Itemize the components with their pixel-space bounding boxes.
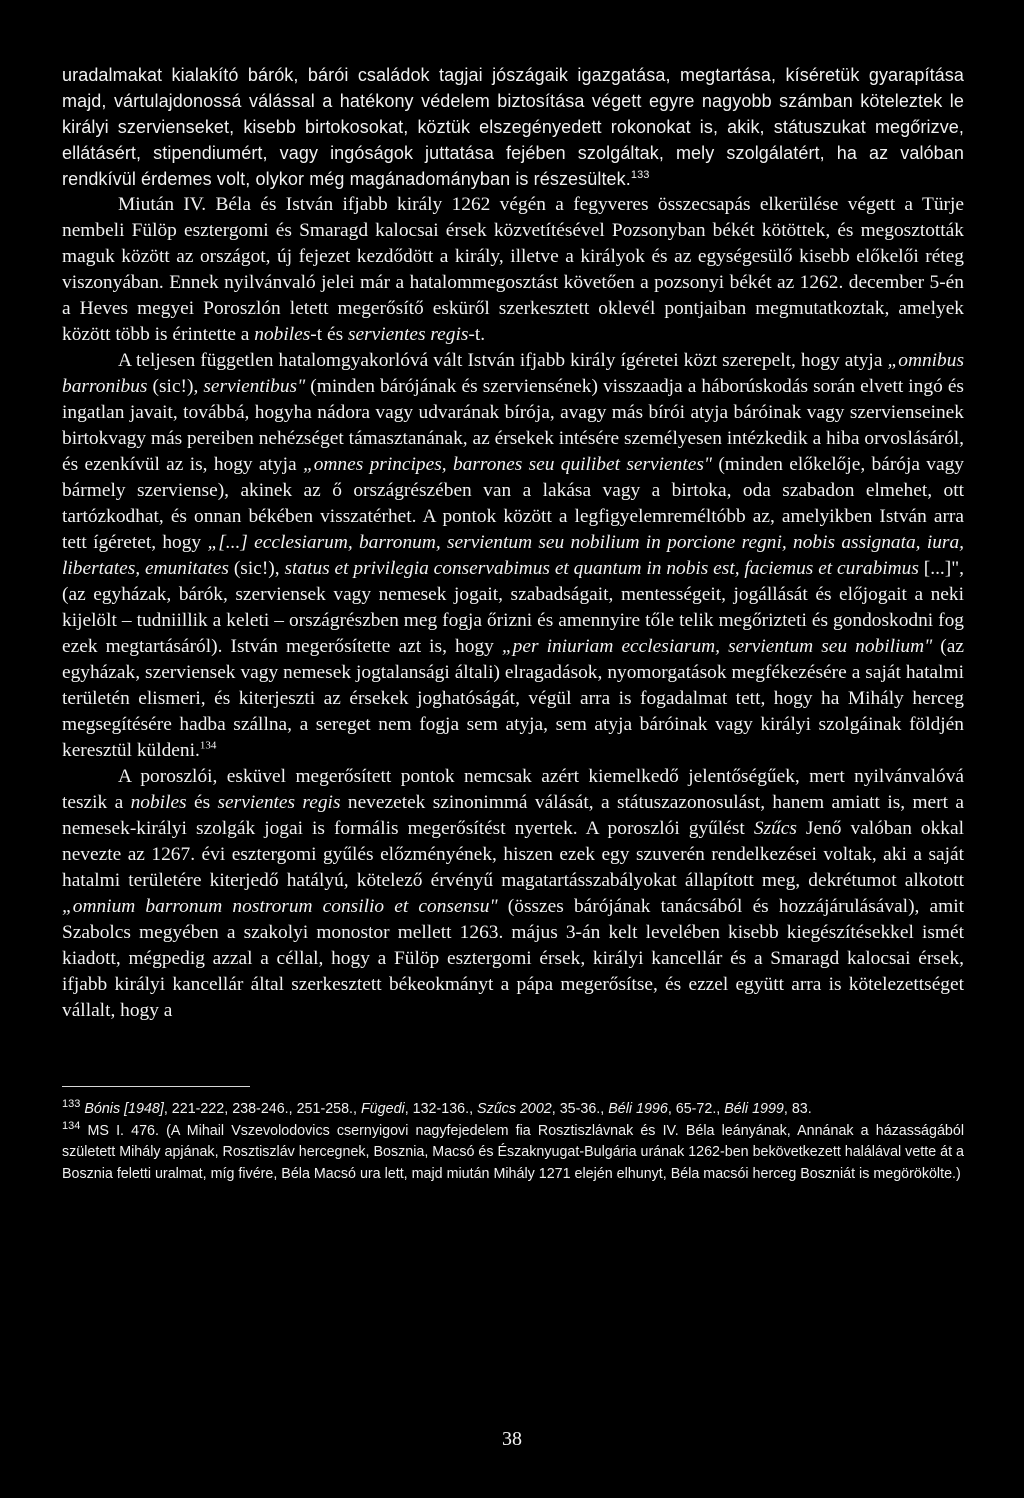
text-run: (összes bárójának tanácsából és hozzájárulásával), amit Szabolcs megyében a szakolyi monostor mellett 1263. május 3-án kelt levelében kisebb kiegészítésekkel ismét kiadott, mégpedig azzal a céllal, hogy a Fülöp esztergomi érsek, királyi kancellár és a Smaragd kalocsai érsek, ifjabb királyi kancellár által szerkesztett békeokmányt a pápa megerősítse, és ezzel együtt arra is kötelezettséget vállalt, hogy a [62, 896, 964, 1021]
text-run: és [186, 792, 218, 813]
footnotes [62, 1099, 964, 1185]
text-run: (sic!), [228, 558, 285, 579]
text-run: , 65-72., [667, 1101, 725, 1117]
document-page [62, 62, 964, 1185]
footnote-ref: 134 [62, 1119, 81, 1132]
footnote-ref: 133 [62, 1098, 81, 1111]
body-text [62, 62, 964, 1024]
italic-text: servientes regis [217, 792, 341, 813]
footnote-separator [62, 1086, 250, 1087]
text-run: (minden bárójának és szerviensének) visszaadja a háborúskodás során elvett ingó és ingatlan javait, továbbá, hogyha nádora vagy udvarának bírója, avagy más bírói atyja báróinak vagy szervienseinek birtokvagy más pereiben nehézséget támasztanának, az érsekek intésére személyesen intézkedik a hiba orvoslásáról, és ezenkívül az is, hogy atyja [62, 376, 964, 475]
text-run: , 35-36., [551, 1101, 609, 1117]
italic-text: nobiles [130, 792, 187, 813]
italic-text: Béli 1999 [724, 1101, 784, 1117]
text-run: [...]", (az egyházak, bárók, szerviensek vagy nemesek jogait, szabadságait, mentességeit, jogállását és előjogait a neki kijelölt – tudniillik a keleti – országrészben meg fogja őrizni és amennyire tőle telik megőrizteti és gondoskodni fog ezek megtartásáról). István megerősítette azt is, hogy [62, 558, 964, 657]
paragraph [62, 192, 964, 348]
paragraph [62, 764, 964, 1024]
text-run: Miután IV. Béla és István ifjabb király 1262 végén a fegyveres összecsapás elkerülése végett a Türje nembeli Fülöp esztergomi és Smaragd kalocsai érsek közvetítésével Pozsonyban békét kötöttek, és megosztották maguk között az országot, új fejezet kezdődött a király, illetve a királyok és az egységesülő kisebb előkelői réteg viszonyában. Ennek nyilvánvaló jelei már a hatalommegosztást követően a pozsonyi békét az 1262. december 5-én a Heves megyei Poroszlón letett megerősítő esküről szerkesztett oklevél pontjaiban megmutatkoztak, amelyek között több is érintette a [62, 194, 964, 345]
text-run: (sic!), [147, 376, 204, 397]
italic-text: Bónis [1948] [84, 1101, 164, 1117]
italic-text: „[...] ecclesiarum, barronum, servientum seu nobilium in porcione regni, nobis assignata, iura, libertates, emunitates [62, 532, 964, 579]
italic-text: „omnes principes, barrones seu quilibet servientes" [302, 454, 713, 475]
text-run: , 83. [783, 1101, 812, 1117]
text-run: A poroszlói, esküvel megerősített pontok nemcsak azért kiemelkedő jelentőségűek, mert nyilvánvalóvá teszik a [62, 766, 964, 813]
footnote [62, 1099, 964, 1121]
footnote [62, 1121, 964, 1186]
italic-text: „omnibus barronibus [62, 350, 964, 397]
italic-text: Szűcs [753, 818, 797, 839]
text-run: uradalmakat kialakító bárók, bárói családok tagjai jószágaik igazgatása, megtartása, kíséretük gyarapítása majd, vártulajdonossá válással a hatékony védelem biztosítása végett egyre nagyobb számban köteleztek le királyi szervienseket, kisebb birtokosokat, köztük elszegényedett rokonokat is, akik, státuszukat megőrizve, ellátásért, stipendiumért, vagy ingóságok juttatása fejében szolgáltak, mely szolgálatért, ha az valóban rendkívül érdemes volt, olykor még magánadományban is részesültek. [62, 65, 964, 189]
italic-text: Béli 1996 [608, 1101, 668, 1117]
text-run: -t és [310, 324, 348, 345]
text-run: (az egyházak, szerviensek vagy nemesek jogtalansági általi) elragadások, nyomorgatások megfékezésére a saját hatalmi területén elismeri, és kiterjeszti az érsekek joghatóságát, végül arra is fogadalmat tett, hogy ha Mihály herceg megsegítésére hadba szállna, a sereget nem fogja sem atyja, sem atyja báróinak vagy királyi szolgáinak földjén keresztül küldeni. [62, 636, 964, 761]
italic-text: „per iniuriam ecclesiarum, servientum seu nobilium" [501, 636, 933, 657]
italic-text: servientibus" [203, 376, 306, 397]
italic-text: Szűcs 2002 [477, 1101, 552, 1117]
paragraph [62, 348, 964, 764]
italic-text: Fügedi [360, 1101, 405, 1117]
text-run: , 221-222, 238-246., 251-258., [163, 1101, 361, 1117]
italic-text: servientes regis [347, 324, 469, 345]
text-run: Jenő valóban okkal nevezte az 1267. évi esztergomi gyűlés előzményének, hiszen ezek egy szuverén rendelkezései voltak, aki a saját hatalmi területére kiterjedő hatályú, kötelező érvényű magatartásszabályokat állapított meg, dekrétumot alkotott [62, 818, 964, 891]
italic-text: nobiles [254, 324, 311, 345]
text-run: MS I. 476. (A Mihail Vszevolodovics csernyigovi nagyfejedelem fia Rosztiszlávnak és IV. Béla leányának, Annának a házasságából született Mihály apjának, Rosztiszláv hercegnek, Bosznia, Macsó és Északnyugat-Bulgária urának 1262-ben bekövetkezett halálával vette át a Bosznia feletti uralmat, míg fivére, Béla Macsó ura lett, majd miután Mihály 1271 elején elhunyt, Béla macsói herceg Boszniát is megörökölte.) [62, 1122, 964, 1182]
italic-text: status et privilegia conservabimus et quantum in nobis est, faciemus et curabimus [284, 558, 919, 579]
text-run: , 132-136., [404, 1101, 478, 1117]
text-run: nevezetek szinonimmá válását, a státuszazonosulást, hanem amiatt is, mert a nemesek-királyi szolgák jogai is formális megerősítést nyertek. A poroszlói gyűlést [62, 792, 964, 839]
text-run: A teljesen független hatalomgyakorlóvá vált István ifjabb király ígéretei közt szerepelt, hogy atyja [118, 350, 888, 371]
footnote-ref: 134 [199, 739, 217, 752]
italic-text: „omnium barronum nostrorum consilio et consensu" [62, 896, 498, 917]
page-number: 38 [502, 1428, 522, 1450]
text-run: (minden előkelője, bárója vagy bármely szerviense), akinek az ő országrészében van a lakása vagy a birtoka, oda szabadon elmehet, ott tartózkodhat, és onnan békében visszatérhet. A pontok között a legfigyelemreméltóbb az, amelyikben István arra tett ígéretet, hogy [62, 454, 964, 553]
text-run: -t. [468, 324, 486, 345]
paragraph [62, 62, 964, 192]
footnote-ref: 133 [630, 169, 650, 181]
